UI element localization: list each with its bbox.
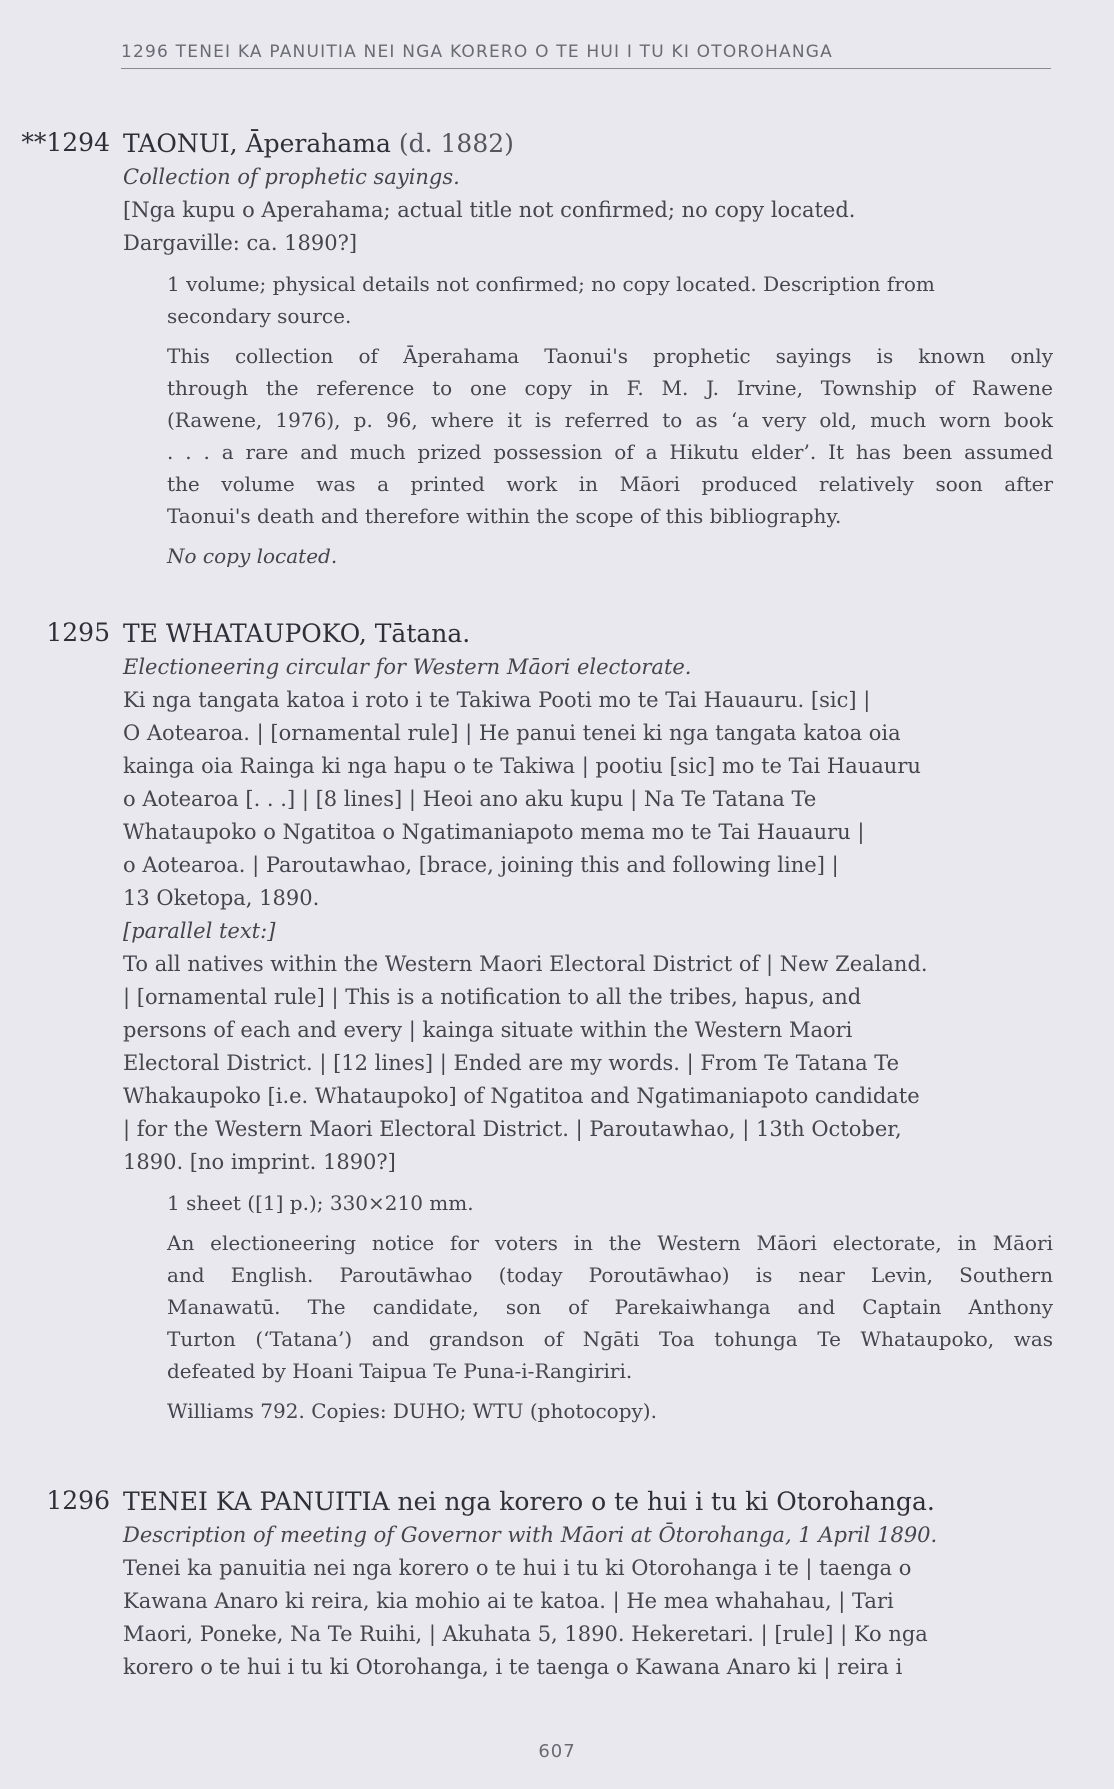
entry-title: Collection of prophetic sayings. (123, 165, 460, 189)
entry-note: An electioneering notice for voters in the Western Māori electorate, in Māori and English. Paroutāwhao (today Poroutāwhao) is near Levin, Southern Manawatū. The candidate, son of Parekaiwhanga and Captain Anthony Turton (‘Tatana’) and grandson of Ngāti Toa tohunga Te Whataupoko, was defeated by Hoani Taipua Te Puna-i-Rangiriri. (167, 1231, 1053, 1383)
entry-notes (167, 1187, 1053, 1427)
entry-body (123, 127, 1053, 572)
page-number: 607 (538, 1741, 576, 1762)
entry-title: Description of meeting of Governor with Māori at Ōtorohanga, 1 April 1890. (123, 1523, 938, 1547)
entry-transcription: Ki nga tangata katoa i roto i te Takiwa Pooti mo te Tai Hauauru. [sic] | O Aotearoa. | [ornamental rule] | He panui tenei ki nga tangata katoa oia kainga oia Rainga ki nga hapu o te Takiwa | pootiu [sic] mo te Tai Hauauru o Aotearoa [. . .] | [8 lines] | Heoi ano aku kupu | Na Te Tatana Te Whataupoko o Ngatitoa o Ngatimaniapoto mema mo te Tai Hauauru | o Aotearoa. | Paroutawhao, [brace, joining this and following line] | 13 Oketopa, 1890. [parallel text:] To all natives within the Western Maori Electoral District of | New Zealand. | [ornamental rule] | This is a notification to all the tribes, hapus, and persons of each and every | kainga situate within the Western Maori Electoral District. | [12 lines] | Ended are my words. | From Te Tatana Te Whakaupoko [i.e. Whataupoko] of Ngatitoa and Ngatimaniapoto candidate | for the Western Maori Electoral District. | Paroutawhao, | 13th October, 1890. [no imprint. 1890?] (123, 688, 928, 1174)
entry-heading (123, 127, 1053, 161)
physical-description: 1 sheet ([1] p.); 330×210 mm. (167, 1191, 474, 1215)
entry-number: **1294 (21, 128, 110, 157)
entry-notes (167, 268, 1053, 572)
entry-author: TAONUI, Āperahama (123, 129, 391, 158)
running-head: 1296 TENEI KA PANUITIA NEI NGA KORERO O TE HUI I TU KI OTOROHANGA (121, 42, 1051, 69)
entry-title: Electioneering circular for Western Māori electorate. (123, 655, 692, 679)
copies-line: Williams 792. Copies: DUHO; WTU (photocopy). (167, 1399, 657, 1423)
entry-heading (123, 1485, 1053, 1519)
entry-number: 1295 (46, 618, 110, 647)
entry-note: This collection of Āperahama Taonui's prophetic sayings is known only through the reference to one copy in F. M. J. Irvine, Township of Rawene (Rawene, 1976), p. 96, where it is referred to as ‘a very old, much worn book . . . a rare and much prized possession of a Hikutu elder’. It has been assumed the volume was a printed work in Māori produced relatively soon after Taonui's death and therefore within the scope of this bibliography. (167, 344, 1053, 528)
entry-heading (123, 617, 1053, 651)
entry-transcription: [Nga kupu o Aperahama; actual title not confirmed; no copy located. Dargaville: ca. 1890?] (123, 198, 856, 255)
entry-transcription: Tenei ka panuitia nei nga korero o te hui i tu ki Otorohanga i te | taenga o Kawana Anaro ki reira, kia mohio ai te katoa. | He mea whahahau, | Tari Maori, Poneke, Na Te Ruihi, | Akuhata 5, 1890. Hekeretari. | [rule] | Ko nga korero o te hui i tu ki Otorohanga, i te taenga o Kawana Anaro ki | reira i (123, 1556, 928, 1679)
entry-author: TENEI KA PANUITIA nei nga korero o te hui i tu ki Otorohanga. (123, 1487, 935, 1516)
entry-number: 1296 (46, 1486, 110, 1515)
entry-body (123, 617, 1053, 1427)
copies-line: No copy located. (167, 544, 338, 568)
physical-description: 1 volume; physical details not confirmed; no copy located. Description from secondary source. (167, 272, 935, 328)
entry-dates: (d. 1882) (398, 129, 514, 158)
entry-body (123, 1485, 1053, 1684)
entry-author: TE WHATAUPOKO, Tātana. (123, 619, 471, 648)
